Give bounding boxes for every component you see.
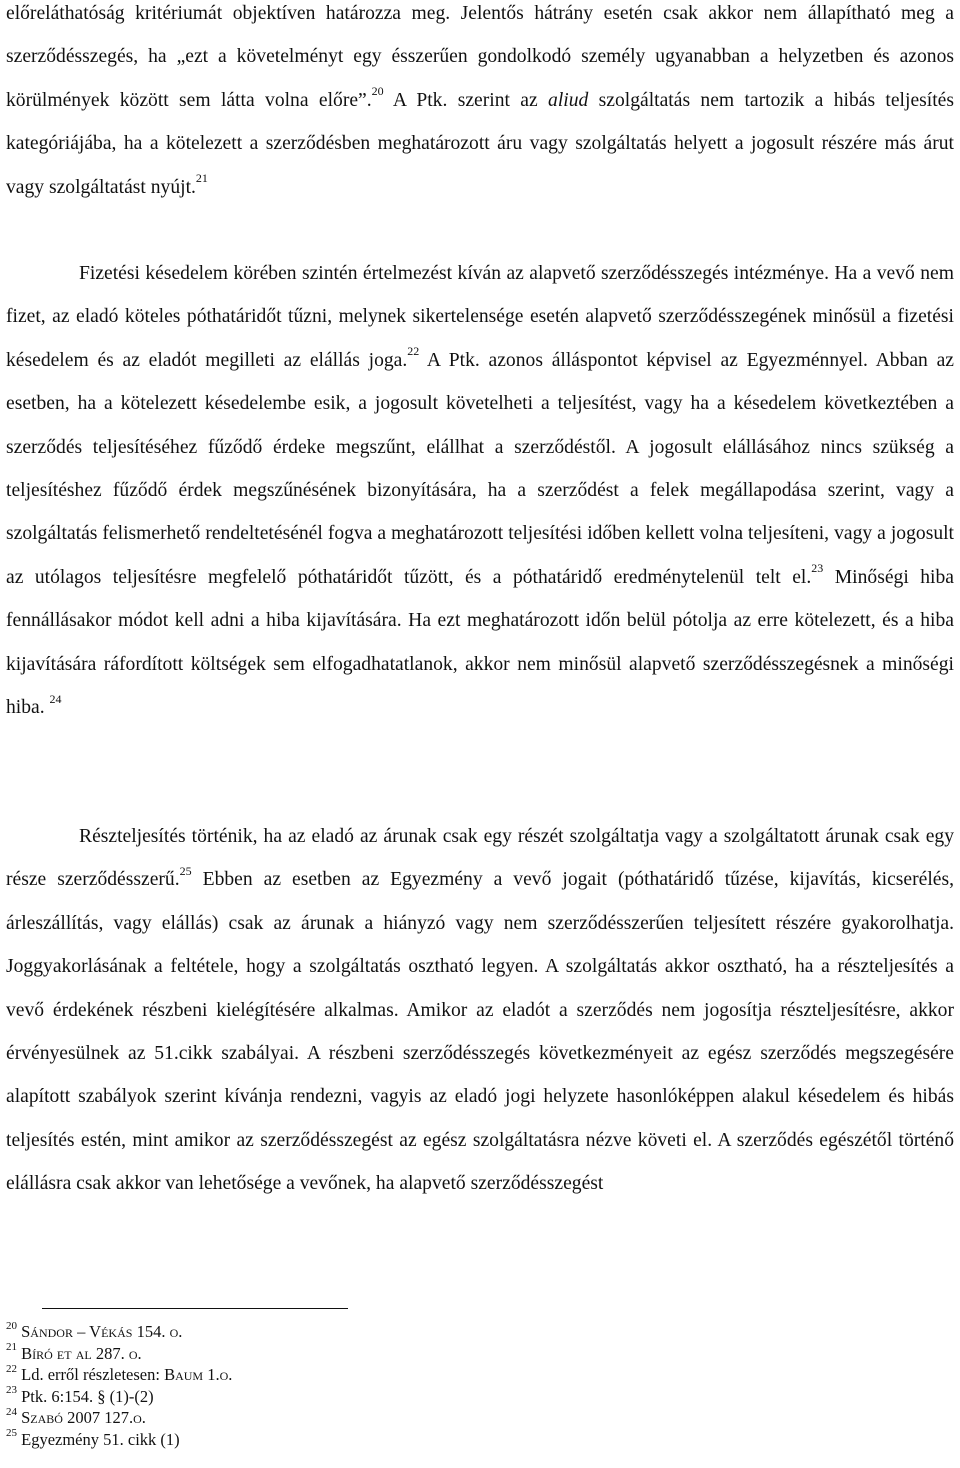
footnote-ref: 25 [179,863,192,878]
footnote-item [6,1386,954,1408]
text-run: 154. [132,1322,170,1341]
text-run: 287. [91,1343,129,1363]
footnote-number: 24 [6,1405,17,1418]
text-run: A Ptk. azonos álláspontot képvisel az Egyezménnyel. Abban az esetben, ha a kötelezett késedelembe esik, a jogosult követelheti a teljesítést, vagy ha a késedelem következtében a szerződés teljesítéséhez fűződő érdeke megszűnt, elállhat a szerződéstől. A jogosult elállásához nincs szükség a teljesítéshez fűződő érdek megszűnésének bizonyítására, ha a szerződést a felek megállapodása szerint, vagy a szolgáltatás felismerhető rendeltetésénél fogva a meghatározott teljesítési időben kellett volna teljesíteni, vagy a jogosult az utólagos teljesítésre megfelelő póthatáridőt tűzött, és a póthatáridő eredménytelenül telt el. [6,349,954,588]
italic-term: aliud [548,89,589,111]
text-run: A Ptk. szerint az [383,89,549,111]
footnotes [6,1321,954,1450]
small-caps-text: o. [219,1365,233,1384]
footnote-item [6,1343,954,1365]
footnote-ref: 21 [195,171,208,186]
small-caps-text: o. [169,1322,183,1341]
paragraph-text [6,252,954,729]
text-run: 2007 127. [62,1408,134,1427]
paragraph-text [6,0,954,209]
footnote-item [6,1364,954,1386]
small-caps-text: Szabó [21,1408,63,1427]
small-caps-text: Baum [164,1365,204,1384]
footnote-ref: 23 [811,561,824,576]
text-run: Részteljesítés történik, ha az eladó az árunak csak egy részét szolgáltatja vagy a szolgáltatott árunak csak egy része szerződésszerű. [6,826,954,891]
text-run: Fizetési késedelem körében szintén értelmezést kíván az alapvető szerződésszegés intézménye. Ha a vevő nem fizet, az eladó köteles póthatáridőt tűzni, melynek sikertelensége esetén alapvető szerződésszegének minősül a fizetési késedelem és az eladót megilleti az elállás joga. [6,263,954,371]
footnote-item [6,1407,954,1429]
text-run: 1. [203,1365,220,1384]
small-caps-text: o. [128,1343,142,1363]
paragraph-1 [6,0,954,209]
footnote-number: 25 [6,1427,17,1439]
footnote-ref: 22 [407,344,420,359]
text-run: Minőségi hiba fennállásakor módot kell adni a hiba kijavítására. Ha ezt meghatározott időn belül pótolja az erre kötelezett, és a hiba kijavítására ráfordított költségek sem elfogadhatatlanok, akkor nem minősül alapvető szerződésszegésnek a minőségi hiba. [6,566,954,719]
footnote-number: 22 [6,1362,17,1375]
text-run: Egyezmény 51. cikk (1) [21,1429,180,1449]
paragraph-2 [6,252,954,729]
footnote-ref: 20 [371,84,384,99]
footnote-number: 23 [6,1384,17,1396]
small-caps-text: Bíró et al [21,1343,92,1363]
paragraph-text [6,815,954,1206]
paragraph-3 [6,815,954,1206]
text-run: szolgáltatás nem tartozik a hibás teljesítés kategóriájába, ha a kötelezett a szerződésben meghatározott áru vagy szolgáltatás helyett a jogosult részére más árut vagy szolgáltatást nyújt. [6,89,954,198]
text-run: Ld. erről részletesen: [21,1365,165,1384]
footnote-number: 20 [6,1319,17,1332]
footnote-ref: 24 [49,691,62,706]
footnote-number: 21 [6,1341,17,1353]
small-caps-text: o. [133,1408,146,1427]
text-run: Ebben az esetben az Egyezmény a vevő jogait (póthatáridő tűzése, kijavítás, kicserélés, árleszállítás, vagy elállás) csak az árunak a hiányzó vagy nem szerződésszerűen teljesített részére gyakorolhatja. Joggyakorlásának a feltétele, hogy a szolgáltatás osztható legyen. A szolgáltatás akkor osztható, ha a részteljesítés a vevő érdekének részbeni kielégítésére alkalmas. Amikor az eladót a szerződés nem jogosítja részteljesítésre, akkor érvényesülnek az 51.cikk szabályai. A részbeni szerződésszegés következményeit az egész szerződés megszegésére alapított szabályok szerint kívánja rendezni, vagyis az eladó jogi helyzete hasonlóképpen alakul késedelem és hibás teljesítés estén, mint amikor az szerződésszegést az egész szolgáltatásra nézve követi el. A szerződés egészétől történő elállásra csak akkor van lehetősége a vevőnek, ha alapvető szerződésszegést [6,869,954,1195]
text-run: Ptk. 6:154. § (1)-(2) [21,1386,154,1406]
footnote-item [6,1321,954,1343]
footnote-separator [42,1308,348,1309]
footnote-item [6,1429,954,1451]
text-run: előreláthatóság kritériumát objektíven határozza meg. Jelentős hátrány esetén csak akkor nem állapítható meg a szerződésszegés, ha „ezt a követelményt egy ésszerűen gondolkodó személy ugyanabban a helyzetben és azonos körülmények között sem látta volna előre”. [6,3,954,111]
small-caps-text: Sándor – Vékás [21,1322,133,1341]
